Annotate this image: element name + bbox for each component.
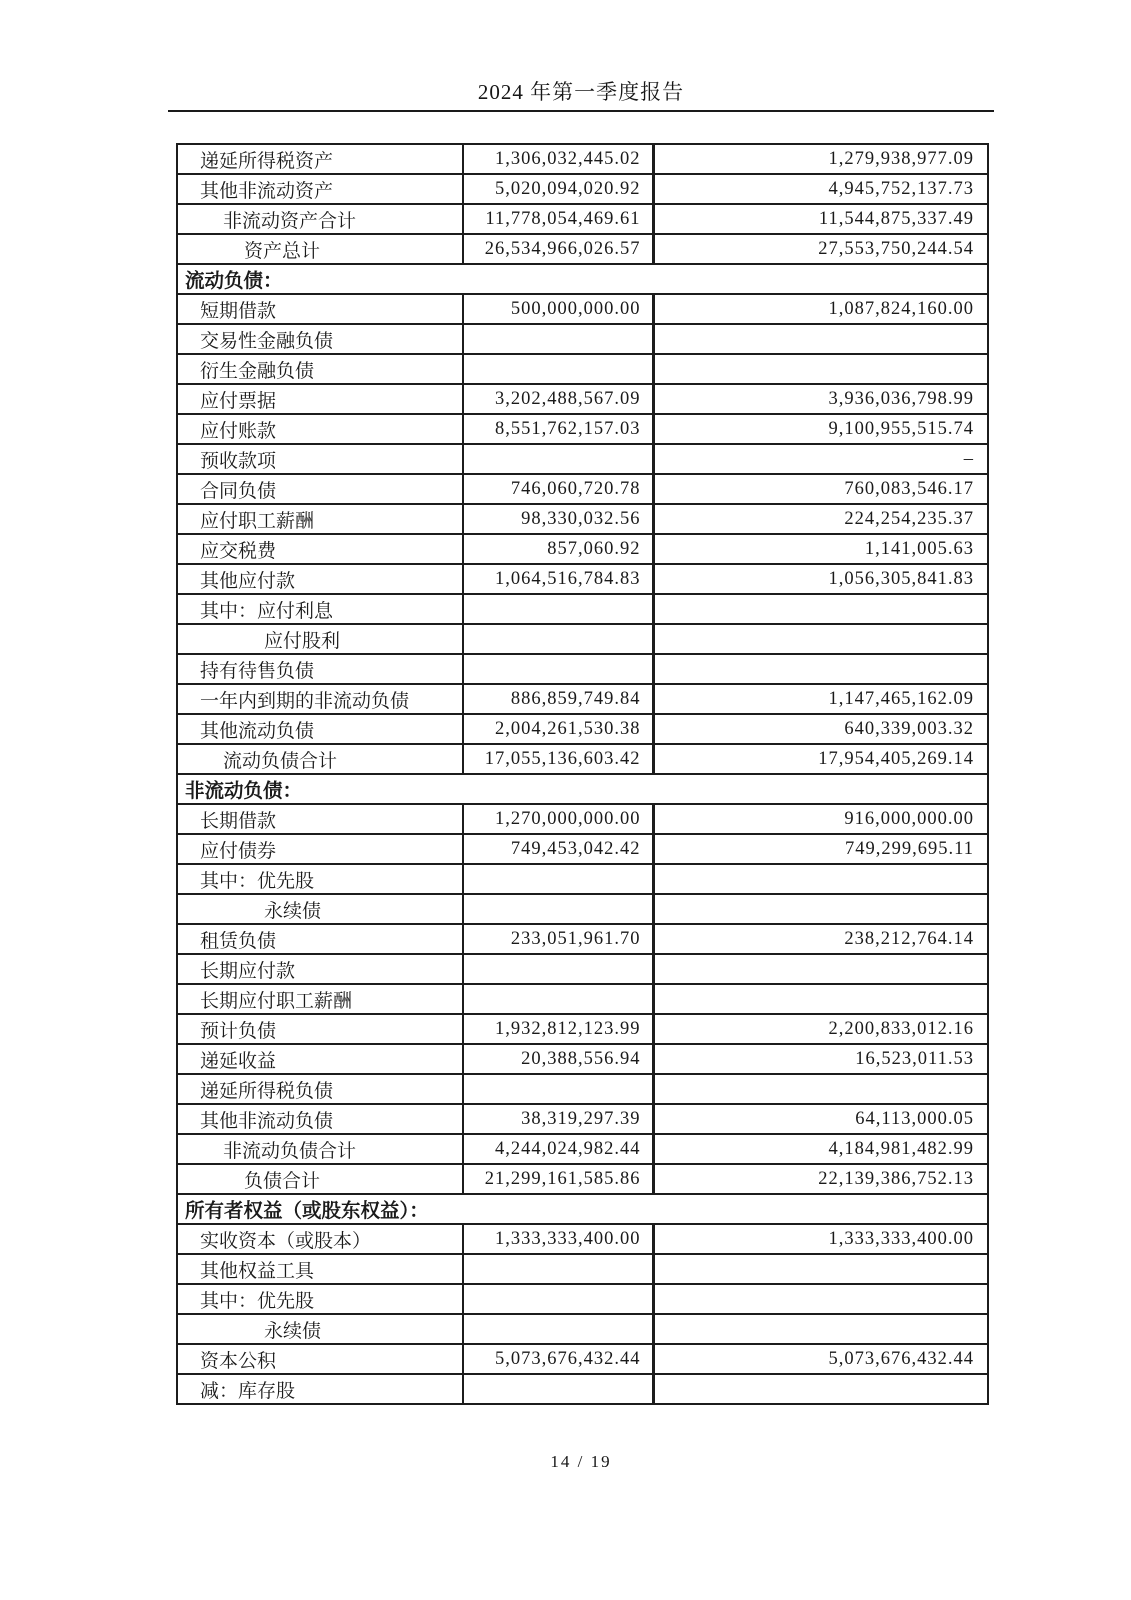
amount-period-begin — [653, 654, 988, 684]
table-row — [177, 474, 988, 504]
table-row — [177, 834, 988, 864]
item-label: 永续债 — [177, 894, 463, 924]
amount-period-begin: 27,553,750,244.54 — [653, 234, 988, 264]
table-row — [177, 684, 988, 714]
item-label: 租赁负债 — [177, 924, 463, 954]
table-row — [177, 954, 988, 984]
amount-period-begin: 5,073,676,432.44 — [653, 1344, 988, 1374]
table-row — [177, 1134, 988, 1164]
amount-period-begin: 1,056,305,841.83 — [653, 564, 988, 594]
table-row — [177, 204, 988, 234]
amount-period-begin: 64,113,000.05 — [653, 1104, 988, 1134]
item-label: 资本公积 — [177, 1344, 463, 1374]
table-row — [177, 414, 988, 444]
item-label: 其中：优先股 — [177, 1284, 463, 1314]
amount-period-begin: 1,279,938,977.09 — [653, 144, 988, 174]
item-label: 资产总计 — [177, 234, 463, 264]
table-row — [177, 1014, 988, 1044]
table-row — [177, 714, 988, 744]
amount-period-end — [463, 894, 653, 924]
amount-period-end — [463, 654, 653, 684]
amount-period-end: 3,202,488,567.09 — [463, 384, 653, 414]
item-label: 应付股利 — [177, 624, 463, 654]
table-row — [177, 534, 988, 564]
table-row — [177, 624, 988, 654]
table-row — [177, 1104, 988, 1134]
amount-period-begin: 4,184,981,482.99 — [653, 1134, 988, 1164]
amount-period-end: 857,060.92 — [463, 534, 653, 564]
item-label: 其他非流动负债 — [177, 1104, 463, 1134]
item-label: 预收款项 — [177, 444, 463, 474]
section-row — [177, 264, 988, 294]
amount-period-begin: 17,954,405,269.14 — [653, 744, 988, 774]
amount-period-end: 4,244,024,982.44 — [463, 1134, 653, 1164]
item-label: 预计负债 — [177, 1014, 463, 1044]
item-label: 递延所得税资产 — [177, 144, 463, 174]
item-label: 永续债 — [177, 1314, 463, 1344]
table-row — [177, 174, 988, 204]
amount-period-begin: 16,523,011.53 — [653, 1044, 988, 1074]
item-label: 长期应付职工薪酬 — [177, 984, 463, 1014]
table-row — [177, 1374, 988, 1404]
item-label: 流动负债合计 — [177, 744, 463, 774]
section-label: 流动负债： — [177, 264, 988, 294]
table-row — [177, 1314, 988, 1344]
amount-period-end — [463, 1074, 653, 1104]
item-label: 其他应付款 — [177, 564, 463, 594]
item-label: 短期借款 — [177, 294, 463, 324]
amount-period-end: 1,064,516,784.83 — [463, 564, 653, 594]
amount-period-begin: 4,945,752,137.73 — [653, 174, 988, 204]
item-label: 长期应付款 — [177, 954, 463, 984]
amount-period-end: 1,932,812,123.99 — [463, 1014, 653, 1044]
item-label: 负债合计 — [177, 1164, 463, 1194]
amount-period-end — [463, 594, 653, 624]
table-row — [177, 744, 988, 774]
section-row — [177, 774, 988, 804]
amount-period-end — [463, 864, 653, 894]
item-label: 其他权益工具 — [177, 1254, 463, 1284]
amount-period-begin — [653, 984, 988, 1014]
table-row — [177, 294, 988, 324]
item-label: 非流动负债合计 — [177, 1134, 463, 1164]
table-row — [177, 144, 988, 174]
item-label: 应付债券 — [177, 834, 463, 864]
item-label: 递延所得税负债 — [177, 1074, 463, 1104]
amount-period-begin: 1,087,824,160.00 — [653, 294, 988, 324]
item-label: 减：库存股 — [177, 1374, 463, 1404]
amount-period-end: 20,388,556.94 — [463, 1044, 653, 1074]
table-row — [177, 1164, 988, 1194]
amount-period-end: 5,073,676,432.44 — [463, 1344, 653, 1374]
table-row — [177, 324, 988, 354]
amount-period-end — [463, 984, 653, 1014]
amount-period-end: 26,534,966,026.57 — [463, 234, 653, 264]
table-row — [177, 894, 988, 924]
page-title: 2024 年第一季度报告 — [477, 80, 685, 104]
table-row — [177, 984, 988, 1014]
balance-sheet-body — [177, 144, 988, 1404]
amount-period-end: 1,333,333,400.00 — [463, 1224, 653, 1254]
table-row — [177, 1254, 988, 1284]
amount-period-begin — [653, 624, 988, 654]
amount-period-end: 98,330,032.56 — [463, 504, 653, 534]
item-label: 应付职工薪酬 — [177, 504, 463, 534]
amount-period-end: 1,270,000,000.00 — [463, 804, 653, 834]
item-label: 应付账款 — [177, 414, 463, 444]
table-row — [177, 1344, 988, 1374]
amount-period-begin: 640,339,003.32 — [653, 714, 988, 744]
amount-period-begin: 9,100,955,515.74 — [653, 414, 988, 444]
amount-period-begin: 238,212,764.14 — [653, 924, 988, 954]
amount-period-end — [463, 1374, 653, 1404]
amount-period-end: 38,319,297.39 — [463, 1104, 653, 1134]
amount-period-begin: 22,139,386,752.13 — [653, 1164, 988, 1194]
header-divider — [168, 110, 994, 112]
item-label: 长期借款 — [177, 804, 463, 834]
amount-period-end — [463, 324, 653, 354]
amount-period-begin: 1,333,333,400.00 — [653, 1224, 988, 1254]
amount-period-begin — [653, 324, 988, 354]
amount-period-end: 11,778,054,469.61 — [463, 204, 653, 234]
item-label: 应付票据 — [177, 384, 463, 414]
amount-period-end: 1,306,032,445.02 — [463, 144, 653, 174]
item-label: 衍生金融负债 — [177, 354, 463, 384]
amount-period-begin — [653, 864, 988, 894]
amount-period-begin: 916,000,000.00 — [653, 804, 988, 834]
table-row — [177, 924, 988, 954]
amount-period-end: 8,551,762,157.03 — [463, 414, 653, 444]
table-row — [177, 564, 988, 594]
item-label: 一年内到期的非流动负债 — [177, 684, 463, 714]
amount-period-begin: 1,147,465,162.09 — [653, 684, 988, 714]
table-row — [177, 804, 988, 834]
table-row — [177, 384, 988, 414]
table-row — [177, 234, 988, 264]
item-label: 其他流动负债 — [177, 714, 463, 744]
table-row — [177, 1044, 988, 1074]
table-row — [177, 504, 988, 534]
page-number: 14 / 19 — [550, 1452, 612, 1471]
amount-period-end: 500,000,000.00 — [463, 294, 653, 324]
amount-period-end — [463, 354, 653, 384]
amount-period-end: 746,060,720.78 — [463, 474, 653, 504]
table-row — [177, 1284, 988, 1314]
amount-period-end — [463, 954, 653, 984]
table-row — [177, 1224, 988, 1254]
amount-period-begin: 224,254,235.37 — [653, 504, 988, 534]
amount-period-end: 2,004,261,530.38 — [463, 714, 653, 744]
amount-period-end: 17,055,136,603.42 — [463, 744, 653, 774]
table-row — [177, 594, 988, 624]
item-label: 应交税费 — [177, 534, 463, 564]
amount-period-begin — [653, 954, 988, 984]
amount-period-end — [463, 1284, 653, 1314]
amount-period-begin: 3,936,036,798.99 — [653, 384, 988, 414]
amount-period-begin — [653, 354, 988, 384]
balance-sheet-table — [176, 143, 989, 1405]
amount-period-begin — [653, 594, 988, 624]
item-label: 其中：优先股 — [177, 864, 463, 894]
table-row — [177, 864, 988, 894]
item-label: 实收资本（或股本） — [177, 1224, 463, 1254]
section-label: 非流动负债： — [177, 774, 988, 804]
amount-period-begin — [653, 1284, 988, 1314]
amount-period-end — [463, 1254, 653, 1284]
amount-period-end — [463, 444, 653, 474]
amount-period-end — [463, 624, 653, 654]
amount-period-begin: 11,544,875,337.49 — [653, 204, 988, 234]
item-label: 非流动资产合计 — [177, 204, 463, 234]
amount-period-end: 749,453,042.42 — [463, 834, 653, 864]
amount-period-begin — [653, 1074, 988, 1104]
item-label: 其他非流动资产 — [177, 174, 463, 204]
amount-period-begin: – — [653, 444, 988, 474]
amount-period-begin: 1,141,005.63 — [653, 534, 988, 564]
amount-period-begin: 749,299,695.11 — [653, 834, 988, 864]
section-row — [177, 1194, 988, 1224]
amount-period-begin — [653, 1254, 988, 1284]
table-row — [177, 444, 988, 474]
amount-period-begin — [653, 1314, 988, 1344]
item-label: 持有待售负债 — [177, 654, 463, 684]
amount-period-begin: 760,083,546.17 — [653, 474, 988, 504]
amount-period-begin — [653, 894, 988, 924]
amount-period-begin: 2,200,833,012.16 — [653, 1014, 988, 1044]
amount-period-begin — [653, 1374, 988, 1404]
amount-period-end — [463, 1314, 653, 1344]
item-label: 交易性金融负债 — [177, 324, 463, 354]
item-label: 其中：应付利息 — [177, 594, 463, 624]
item-label: 合同负债 — [177, 474, 463, 504]
amount-period-end: 5,020,094,020.92 — [463, 174, 653, 204]
section-label: 所有者权益（或股东权益）： — [177, 1194, 988, 1224]
amount-period-end: 886,859,749.84 — [463, 684, 653, 714]
amount-period-end: 233,051,961.70 — [463, 924, 653, 954]
table-row — [177, 654, 988, 684]
amount-period-end: 21,299,161,585.86 — [463, 1164, 653, 1194]
table-row — [177, 1074, 988, 1104]
item-label: 递延收益 — [177, 1044, 463, 1074]
table-row — [177, 354, 988, 384]
